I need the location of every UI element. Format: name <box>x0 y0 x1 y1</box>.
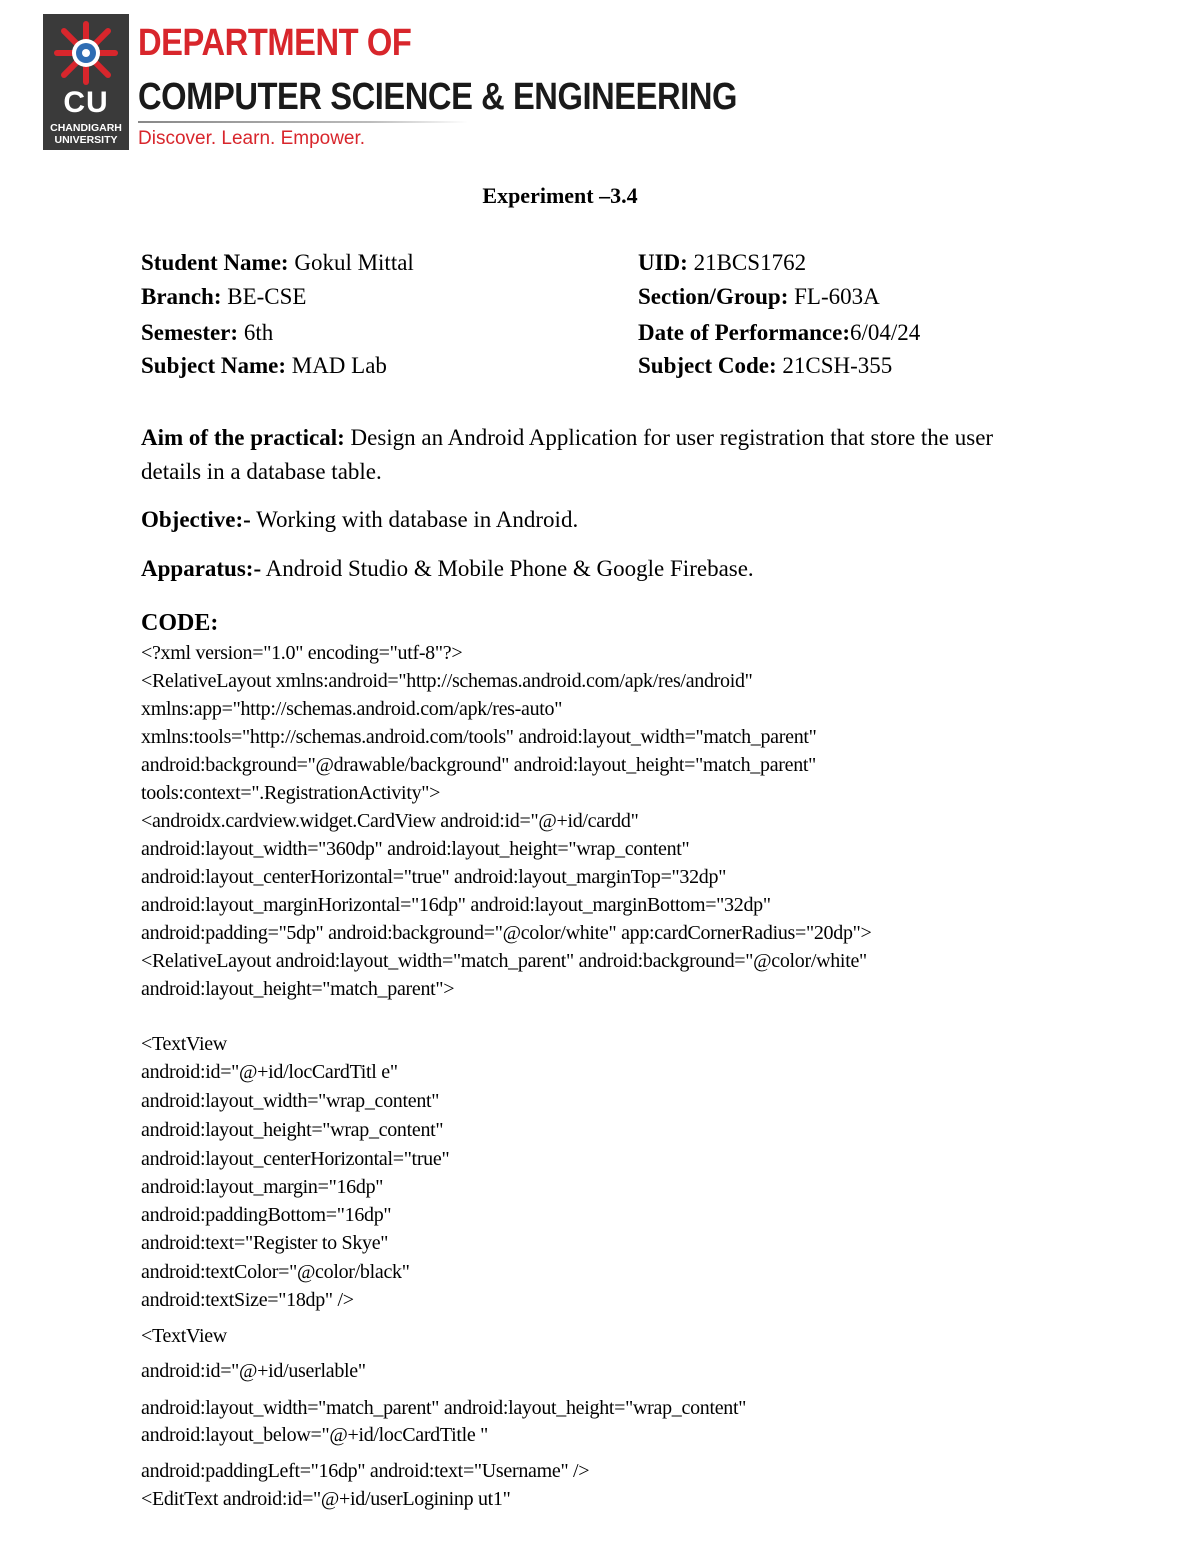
section-label: Section/Group: <box>638 284 789 309</box>
apparatus-paragraph <box>141 552 1041 586</box>
student-name-value: Gokul Mittal <box>288 250 414 275</box>
subject-code-value: 21CSH-355 <box>776 353 893 378</box>
experiment-title: Experiment –3.4 <box>482 183 638 208</box>
code-line: tools:context=".RegistrationActivity"> <box>141 782 441 804</box>
section-field <box>638 284 880 310</box>
code-line: android:paddingBottom="16dp" <box>141 1204 392 1226</box>
uid-field <box>638 250 806 276</box>
semester-label: Semester: <box>141 320 239 345</box>
branch-label: Branch: <box>141 284 222 309</box>
aim-label: Aim of the practical: <box>141 425 345 450</box>
code-line: <RelativeLayout android:layout_width="match_parent" android:background="@color/white" <box>141 950 867 972</box>
code-line: android:background="@drawable/background" android:layout_height="match_parent" <box>141 754 817 776</box>
code-line: <EditText android:id="@+id/userLogininp ut1" <box>141 1488 511 1510</box>
date-value: 6/04/24 <box>850 320 921 345</box>
code-heading: CODE: <box>141 610 219 636</box>
department-title-line2: COMPUTER SCIENCE & ENGINEERING <box>138 76 738 118</box>
semester-field <box>141 320 273 346</box>
logo-cu-text: CU <box>63 86 109 119</box>
code-line: android:layout_centerHorizontal="true" android:layout_marginTop="32dp" <box>141 866 727 888</box>
code-line: android:layout_height="wrap_content" <box>141 1119 444 1141</box>
department-title-line1: DEPARTMENT OF <box>138 22 412 64</box>
code-line: android:layout_width="wrap_content" <box>141 1090 440 1112</box>
aim-text: Design an Android Application for user registration that store the user details in a database table. <box>141 425 994 484</box>
code-line: android:textSize="18dp" /> <box>141 1289 354 1311</box>
subject-name-value: MAD Lab <box>286 353 387 378</box>
code-line: xmlns:app="http://schemas.android.com/apk/res-auto" <box>141 698 563 720</box>
code-line: <RelativeLayout xmlns:android="http://schemas.android.com/apk/res/android" <box>141 670 753 692</box>
code-line: <androidx.cardview.widget.CardView android:id="@+id/cardd" <box>141 810 639 832</box>
code-line: android:padding="5dp" android:background="@color/white" app:cardCornerRadius="20dp"> <box>141 922 872 944</box>
code-line: android:textColor="@color/black" <box>141 1261 410 1283</box>
code-line: <TextView <box>141 1033 227 1055</box>
branch-field <box>141 284 306 310</box>
logo-university-text: CHANDIGARH UNIVERSITY <box>50 122 122 146</box>
semester-value: 6th <box>238 320 274 345</box>
objective-label: Objective:- <box>141 507 251 532</box>
objective-text: Working with database in Android. <box>250 507 579 532</box>
code-line: android:id="@+id/locCardTitl e" <box>141 1061 398 1083</box>
aim-paragraph <box>141 421 1041 489</box>
subject-name-field <box>141 353 387 379</box>
university-emblem-icon <box>51 20 121 86</box>
student-name-label: Student Name: <box>141 250 289 275</box>
date-label: Date of Performance: <box>638 320 850 345</box>
code-line: android:layout_centerHorizontal="true" <box>141 1148 450 1170</box>
header-divider <box>138 121 468 123</box>
student-name-field <box>141 250 414 276</box>
objective-paragraph <box>141 503 1041 537</box>
date-field <box>638 320 920 346</box>
tagline: Discover. Learn. Empower. <box>138 128 366 149</box>
uid-label: UID: <box>638 250 688 275</box>
code-line: xmlns:tools="http://schemas.android.com/tools" android:layout_width="match_parent" <box>141 726 817 748</box>
code-line: android:id="@+id/userlable" <box>141 1360 366 1382</box>
code-line: android:layout_marginHorizontal="16dp" android:layout_marginBottom="32dp" <box>141 894 771 916</box>
code-line: android:layout_width="match_parent" android:layout_height="wrap_content" <box>141 1397 747 1419</box>
subject-code-label: Subject Code: <box>638 353 777 378</box>
code-line: android:layout_width="360dp" android:layout_height="wrap_content" <box>141 838 690 860</box>
apparatus-text: Android Studio & Mobile Phone & Google Firebase. <box>261 556 754 581</box>
code-line: android:layout_below="@+id/locCardTitle " <box>141 1424 489 1446</box>
code-line: android:layout_margin="16dp" <box>141 1176 384 1198</box>
subject-name-label: Subject Name: <box>141 353 286 378</box>
code-line: android:paddingLeft="16dp" android:text="Username" /> <box>141 1460 590 1482</box>
apparatus-label: Apparatus:- <box>141 556 262 581</box>
university-logo <box>43 14 129 150</box>
subject-code-field <box>638 353 892 379</box>
code-line: android:text="Register to Skye" <box>141 1232 389 1254</box>
section-value: FL-603A <box>788 284 880 309</box>
branch-value: BE-CSE <box>221 284 307 309</box>
uid-value: 21BCS1762 <box>687 250 807 275</box>
code-line: <TextView <box>141 1325 227 1347</box>
code-line: android:layout_height="match_parent"> <box>141 978 455 1000</box>
code-line: <?xml version="1.0" encoding="utf-8"?> <box>141 642 463 664</box>
